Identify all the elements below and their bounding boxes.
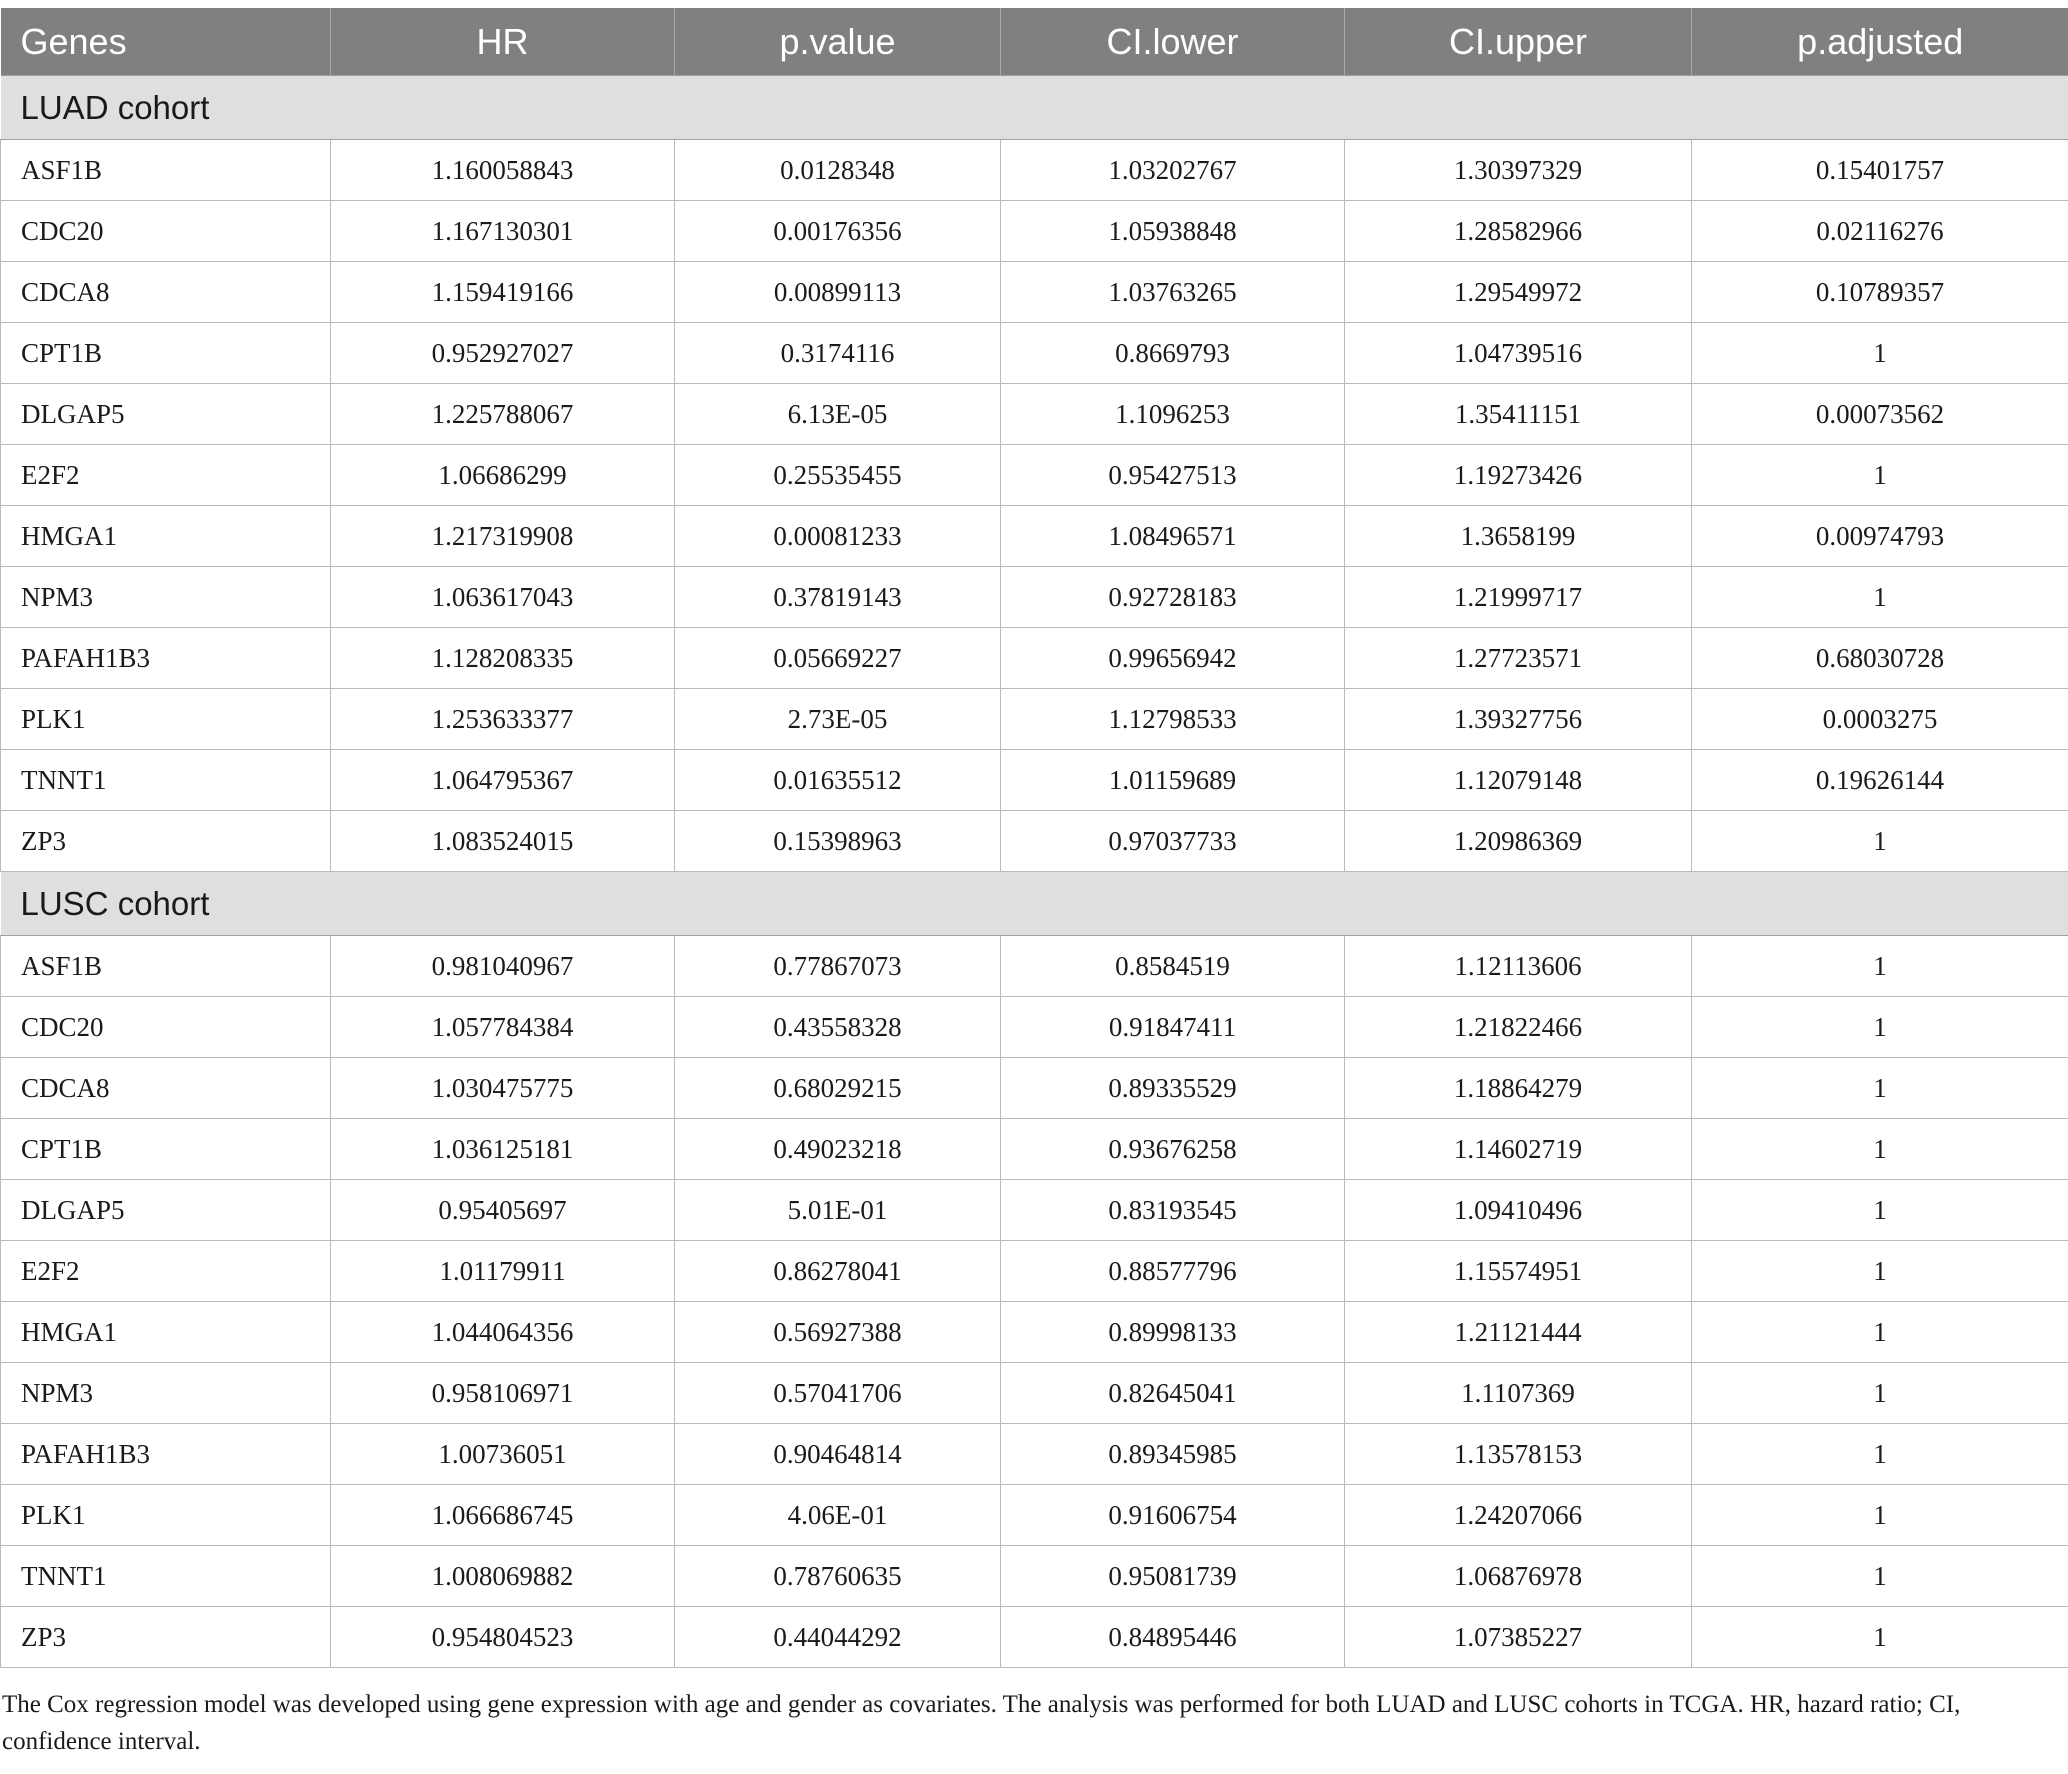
section-header-row: [1, 872, 2068, 936]
cell-gene: CPT1B: [1, 1119, 331, 1180]
cell-ci-lower: 0.83193545: [1001, 1180, 1345, 1241]
table-footnote: The Cox regression model was developed using gene expression with age and gender as covariates. The analysis was performed for both LUAD and LUSC cohorts in TCGA. HR, hazard ratio; CI, confidence interval.: [2, 1691, 1961, 1755]
cell-p-value: 0.78760635: [675, 1546, 1001, 1607]
cell-ci-lower: 0.97037733: [1001, 811, 1345, 872]
header-ci-lower: CI.lower: [1001, 8, 1345, 76]
cell-p-adjusted: 1: [1692, 323, 2068, 384]
cell-ci-lower: 0.8669793: [1001, 323, 1345, 384]
cell-ci-lower: 1.08496571: [1001, 506, 1345, 567]
cox-regression-table: [0, 8, 2068, 1668]
cell-p-value: 5.01E-01: [675, 1180, 1001, 1241]
cell-hr: 1.008069882: [331, 1546, 675, 1607]
table-row: [1, 997, 2068, 1058]
table-row: [1, 1546, 2068, 1607]
cell-p-value: 0.49023218: [675, 1119, 1001, 1180]
cell-ci-lower: 0.95427513: [1001, 445, 1345, 506]
cell-gene: TNNT1: [1, 750, 331, 811]
cell-ci-upper: 1.13578153: [1345, 1424, 1692, 1485]
cell-ci-upper: 1.15574951: [1345, 1241, 1692, 1302]
cell-gene: PLK1: [1, 689, 331, 750]
cell-gene: CDC20: [1, 997, 331, 1058]
cell-gene: NPM3: [1, 567, 331, 628]
cell-ci-upper: 1.3658199: [1345, 506, 1692, 567]
table-row: [1, 1363, 2068, 1424]
section-title: LUSC cohort: [1, 872, 2068, 936]
cell-p-value: 6.13E-05: [675, 384, 1001, 445]
cell-p-value: 0.25535455: [675, 445, 1001, 506]
cell-p-adjusted: 1: [1692, 1546, 2068, 1607]
cell-ci-upper: 1.09410496: [1345, 1180, 1692, 1241]
cell-ci-lower: 0.89998133: [1001, 1302, 1345, 1363]
table-row: [1, 1058, 2068, 1119]
cell-hr: 1.044064356: [331, 1302, 675, 1363]
cell-p-value: 0.00899113: [675, 262, 1001, 323]
cell-gene: CDC20: [1, 201, 331, 262]
cell-p-adjusted: 1: [1692, 1607, 2068, 1668]
cell-p-value: 0.37819143: [675, 567, 1001, 628]
cell-p-value: 4.06E-01: [675, 1485, 1001, 1546]
cell-p-adjusted: 1: [1692, 936, 2068, 997]
cell-p-value: 0.0128348: [675, 140, 1001, 201]
header-p-adjusted: p.adjusted: [1692, 8, 2068, 76]
cell-ci-lower: 1.1096253: [1001, 384, 1345, 445]
cell-p-adjusted: 1: [1692, 997, 2068, 1058]
table-row: [1, 323, 2068, 384]
table-row: [1, 384, 2068, 445]
cell-gene: PAFAH1B3: [1, 628, 331, 689]
cell-p-value: 0.05669227: [675, 628, 1001, 689]
cell-gene: E2F2: [1, 445, 331, 506]
cell-gene: ASF1B: [1, 936, 331, 997]
cell-hr: 1.066686745: [331, 1485, 675, 1546]
table-row: [1, 1424, 2068, 1485]
table-row: [1, 1180, 2068, 1241]
cell-hr: 0.981040967: [331, 936, 675, 997]
cell-p-value: 0.56927388: [675, 1302, 1001, 1363]
cell-p-adjusted: 1: [1692, 811, 2068, 872]
header-hr: HR: [331, 8, 675, 76]
cell-ci-lower: 1.12798533: [1001, 689, 1345, 750]
cell-hr: 1.217319908: [331, 506, 675, 567]
cell-gene: PAFAH1B3: [1, 1424, 331, 1485]
table-row: [1, 689, 2068, 750]
cell-p-adjusted: 1: [1692, 1119, 2068, 1180]
table-row: [1, 201, 2068, 262]
cell-ci-upper: 1.35411151: [1345, 384, 1692, 445]
cell-hr: 0.95405697: [331, 1180, 675, 1241]
cell-ci-upper: 1.27723571: [1345, 628, 1692, 689]
cell-hr: 0.952927027: [331, 323, 675, 384]
cell-p-adjusted: 1: [1692, 1424, 2068, 1485]
table-row: [1, 1119, 2068, 1180]
cell-p-adjusted: 1: [1692, 1241, 2068, 1302]
cell-p-value: 0.01635512: [675, 750, 1001, 811]
cell-hr: 1.225788067: [331, 384, 675, 445]
cell-gene: CDCA8: [1, 1058, 331, 1119]
table-row: [1, 567, 2068, 628]
cell-ci-upper: 1.29549972: [1345, 262, 1692, 323]
cell-hr: 1.159419166: [331, 262, 675, 323]
cell-ci-lower: 0.92728183: [1001, 567, 1345, 628]
cell-ci-upper: 1.06876978: [1345, 1546, 1692, 1607]
results-table-container: [0, 8, 2068, 1668]
cell-hr: 1.064795367: [331, 750, 675, 811]
section-header-row: [1, 76, 2068, 140]
table-row: [1, 140, 2068, 201]
cell-gene: DLGAP5: [1, 1180, 331, 1241]
cell-ci-upper: 1.30397329: [1345, 140, 1692, 201]
cell-p-adjusted: 0.0003275: [1692, 689, 2068, 750]
cell-ci-upper: 1.04739516: [1345, 323, 1692, 384]
cell-gene: ASF1B: [1, 140, 331, 201]
table-header: [1, 8, 2068, 76]
cell-ci-upper: 1.07385227: [1345, 1607, 1692, 1668]
cell-hr: 0.958106971: [331, 1363, 675, 1424]
cell-ci-upper: 1.14602719: [1345, 1119, 1692, 1180]
cell-p-value: 0.77867073: [675, 936, 1001, 997]
cell-gene: NPM3: [1, 1363, 331, 1424]
cell-ci-lower: 1.01159689: [1001, 750, 1345, 811]
header-row: [1, 8, 2068, 76]
cell-p-value: 0.86278041: [675, 1241, 1001, 1302]
cell-p-adjusted: 0.15401757: [1692, 140, 2068, 201]
table-row: [1, 811, 2068, 872]
cell-p-value: 0.00081233: [675, 506, 1001, 567]
cell-gene: E2F2: [1, 1241, 331, 1302]
cell-ci-lower: 1.03763265: [1001, 262, 1345, 323]
cell-ci-upper: 1.12079148: [1345, 750, 1692, 811]
cell-p-value: 0.43558328: [675, 997, 1001, 1058]
cell-ci-upper: 1.21999717: [1345, 567, 1692, 628]
cell-p-value: 0.90464814: [675, 1424, 1001, 1485]
cell-gene: ZP3: [1, 1607, 331, 1668]
table-row: [1, 506, 2068, 567]
cell-ci-upper: 1.28582966: [1345, 201, 1692, 262]
table-row: [1, 628, 2068, 689]
cell-hr: 1.030475775: [331, 1058, 675, 1119]
cell-p-value: 0.00176356: [675, 201, 1001, 262]
table-row: [1, 750, 2068, 811]
cell-p-value: 0.68029215: [675, 1058, 1001, 1119]
cell-p-adjusted: 0.02116276: [1692, 201, 2068, 262]
header-genes: Genes: [1, 8, 331, 76]
table-row: [1, 1607, 2068, 1668]
cell-p-adjusted: 1: [1692, 1180, 2068, 1241]
cell-gene: DLGAP5: [1, 384, 331, 445]
cell-ci-upper: 1.19273426: [1345, 445, 1692, 506]
table-row: [1, 1241, 2068, 1302]
cell-hr: 1.083524015: [331, 811, 675, 872]
cell-p-adjusted: 1: [1692, 1485, 2068, 1546]
cell-ci-lower: 1.03202767: [1001, 140, 1345, 201]
table-row: [1, 262, 2068, 323]
cell-hr: 1.036125181: [331, 1119, 675, 1180]
cell-gene: HMGA1: [1, 506, 331, 567]
cell-p-value: 0.15398963: [675, 811, 1001, 872]
cell-p-adjusted: 0.00073562: [1692, 384, 2068, 445]
cell-ci-lower: 0.93676258: [1001, 1119, 1345, 1180]
cell-gene: PLK1: [1, 1485, 331, 1546]
cell-hr: 1.160058843: [331, 140, 675, 201]
cell-hr: 1.063617043: [331, 567, 675, 628]
cell-ci-lower: 0.89345985: [1001, 1424, 1345, 1485]
cell-ci-lower: 0.95081739: [1001, 1546, 1345, 1607]
header-p-value: p.value: [675, 8, 1001, 76]
cell-ci-upper: 1.24207066: [1345, 1485, 1692, 1546]
cell-hr: 1.06686299: [331, 445, 675, 506]
cell-ci-upper: 1.18864279: [1345, 1058, 1692, 1119]
cell-p-adjusted: 1: [1692, 1302, 2068, 1363]
cell-ci-lower: 0.84895446: [1001, 1607, 1345, 1668]
cell-p-value: 2.73E-05: [675, 689, 1001, 750]
cell-p-value: 0.3174116: [675, 323, 1001, 384]
cell-p-adjusted: 1: [1692, 1363, 2068, 1424]
cell-gene: CDCA8: [1, 262, 331, 323]
cell-ci-lower: 0.99656942: [1001, 628, 1345, 689]
cell-gene: CPT1B: [1, 323, 331, 384]
cell-ci-lower: 0.82645041: [1001, 1363, 1345, 1424]
cell-hr: 1.167130301: [331, 201, 675, 262]
cell-hr: 1.253633377: [331, 689, 675, 750]
cell-p-adjusted: 0.00974793: [1692, 506, 2068, 567]
cell-ci-lower: 0.91606754: [1001, 1485, 1345, 1546]
cell-ci-upper: 1.39327756: [1345, 689, 1692, 750]
cell-hr: 1.057784384: [331, 997, 675, 1058]
cell-p-adjusted: 1: [1692, 1058, 2068, 1119]
cell-ci-upper: 1.12113606: [1345, 936, 1692, 997]
cell-ci-upper: 1.20986369: [1345, 811, 1692, 872]
cell-gene: TNNT1: [1, 1546, 331, 1607]
table-body: [1, 76, 2068, 1668]
cell-ci-lower: 0.89335529: [1001, 1058, 1345, 1119]
cell-p-value: 0.57041706: [675, 1363, 1001, 1424]
cell-hr: 1.00736051: [331, 1424, 675, 1485]
header-ci-upper: CI.upper: [1345, 8, 1692, 76]
table-row: [1, 1302, 2068, 1363]
cell-gene: HMGA1: [1, 1302, 331, 1363]
cell-hr: 1.128208335: [331, 628, 675, 689]
cell-hr: 0.954804523: [331, 1607, 675, 1668]
cell-hr: 1.01179911: [331, 1241, 675, 1302]
cell-ci-lower: 1.05938848: [1001, 201, 1345, 262]
section-title: LUAD cohort: [1, 76, 2068, 140]
cell-p-adjusted: 0.10789357: [1692, 262, 2068, 323]
cell-ci-upper: 1.21822466: [1345, 997, 1692, 1058]
cell-ci-lower: 0.8584519: [1001, 936, 1345, 997]
table-row: [1, 445, 2068, 506]
cell-p-value: 0.44044292: [675, 1607, 1001, 1668]
cell-ci-lower: 0.88577796: [1001, 1241, 1345, 1302]
cell-p-adjusted: 1: [1692, 445, 2068, 506]
cell-ci-upper: 1.21121444: [1345, 1302, 1692, 1363]
cell-p-adjusted: 0.19626144: [1692, 750, 2068, 811]
table-row: [1, 1485, 2068, 1546]
cell-gene: ZP3: [1, 811, 331, 872]
cell-ci-lower: 0.91847411: [1001, 997, 1345, 1058]
table-row: [1, 936, 2068, 997]
cell-p-adjusted: 0.68030728: [1692, 628, 2068, 689]
cell-p-adjusted: 1: [1692, 567, 2068, 628]
cell-ci-upper: 1.1107369: [1345, 1363, 1692, 1424]
